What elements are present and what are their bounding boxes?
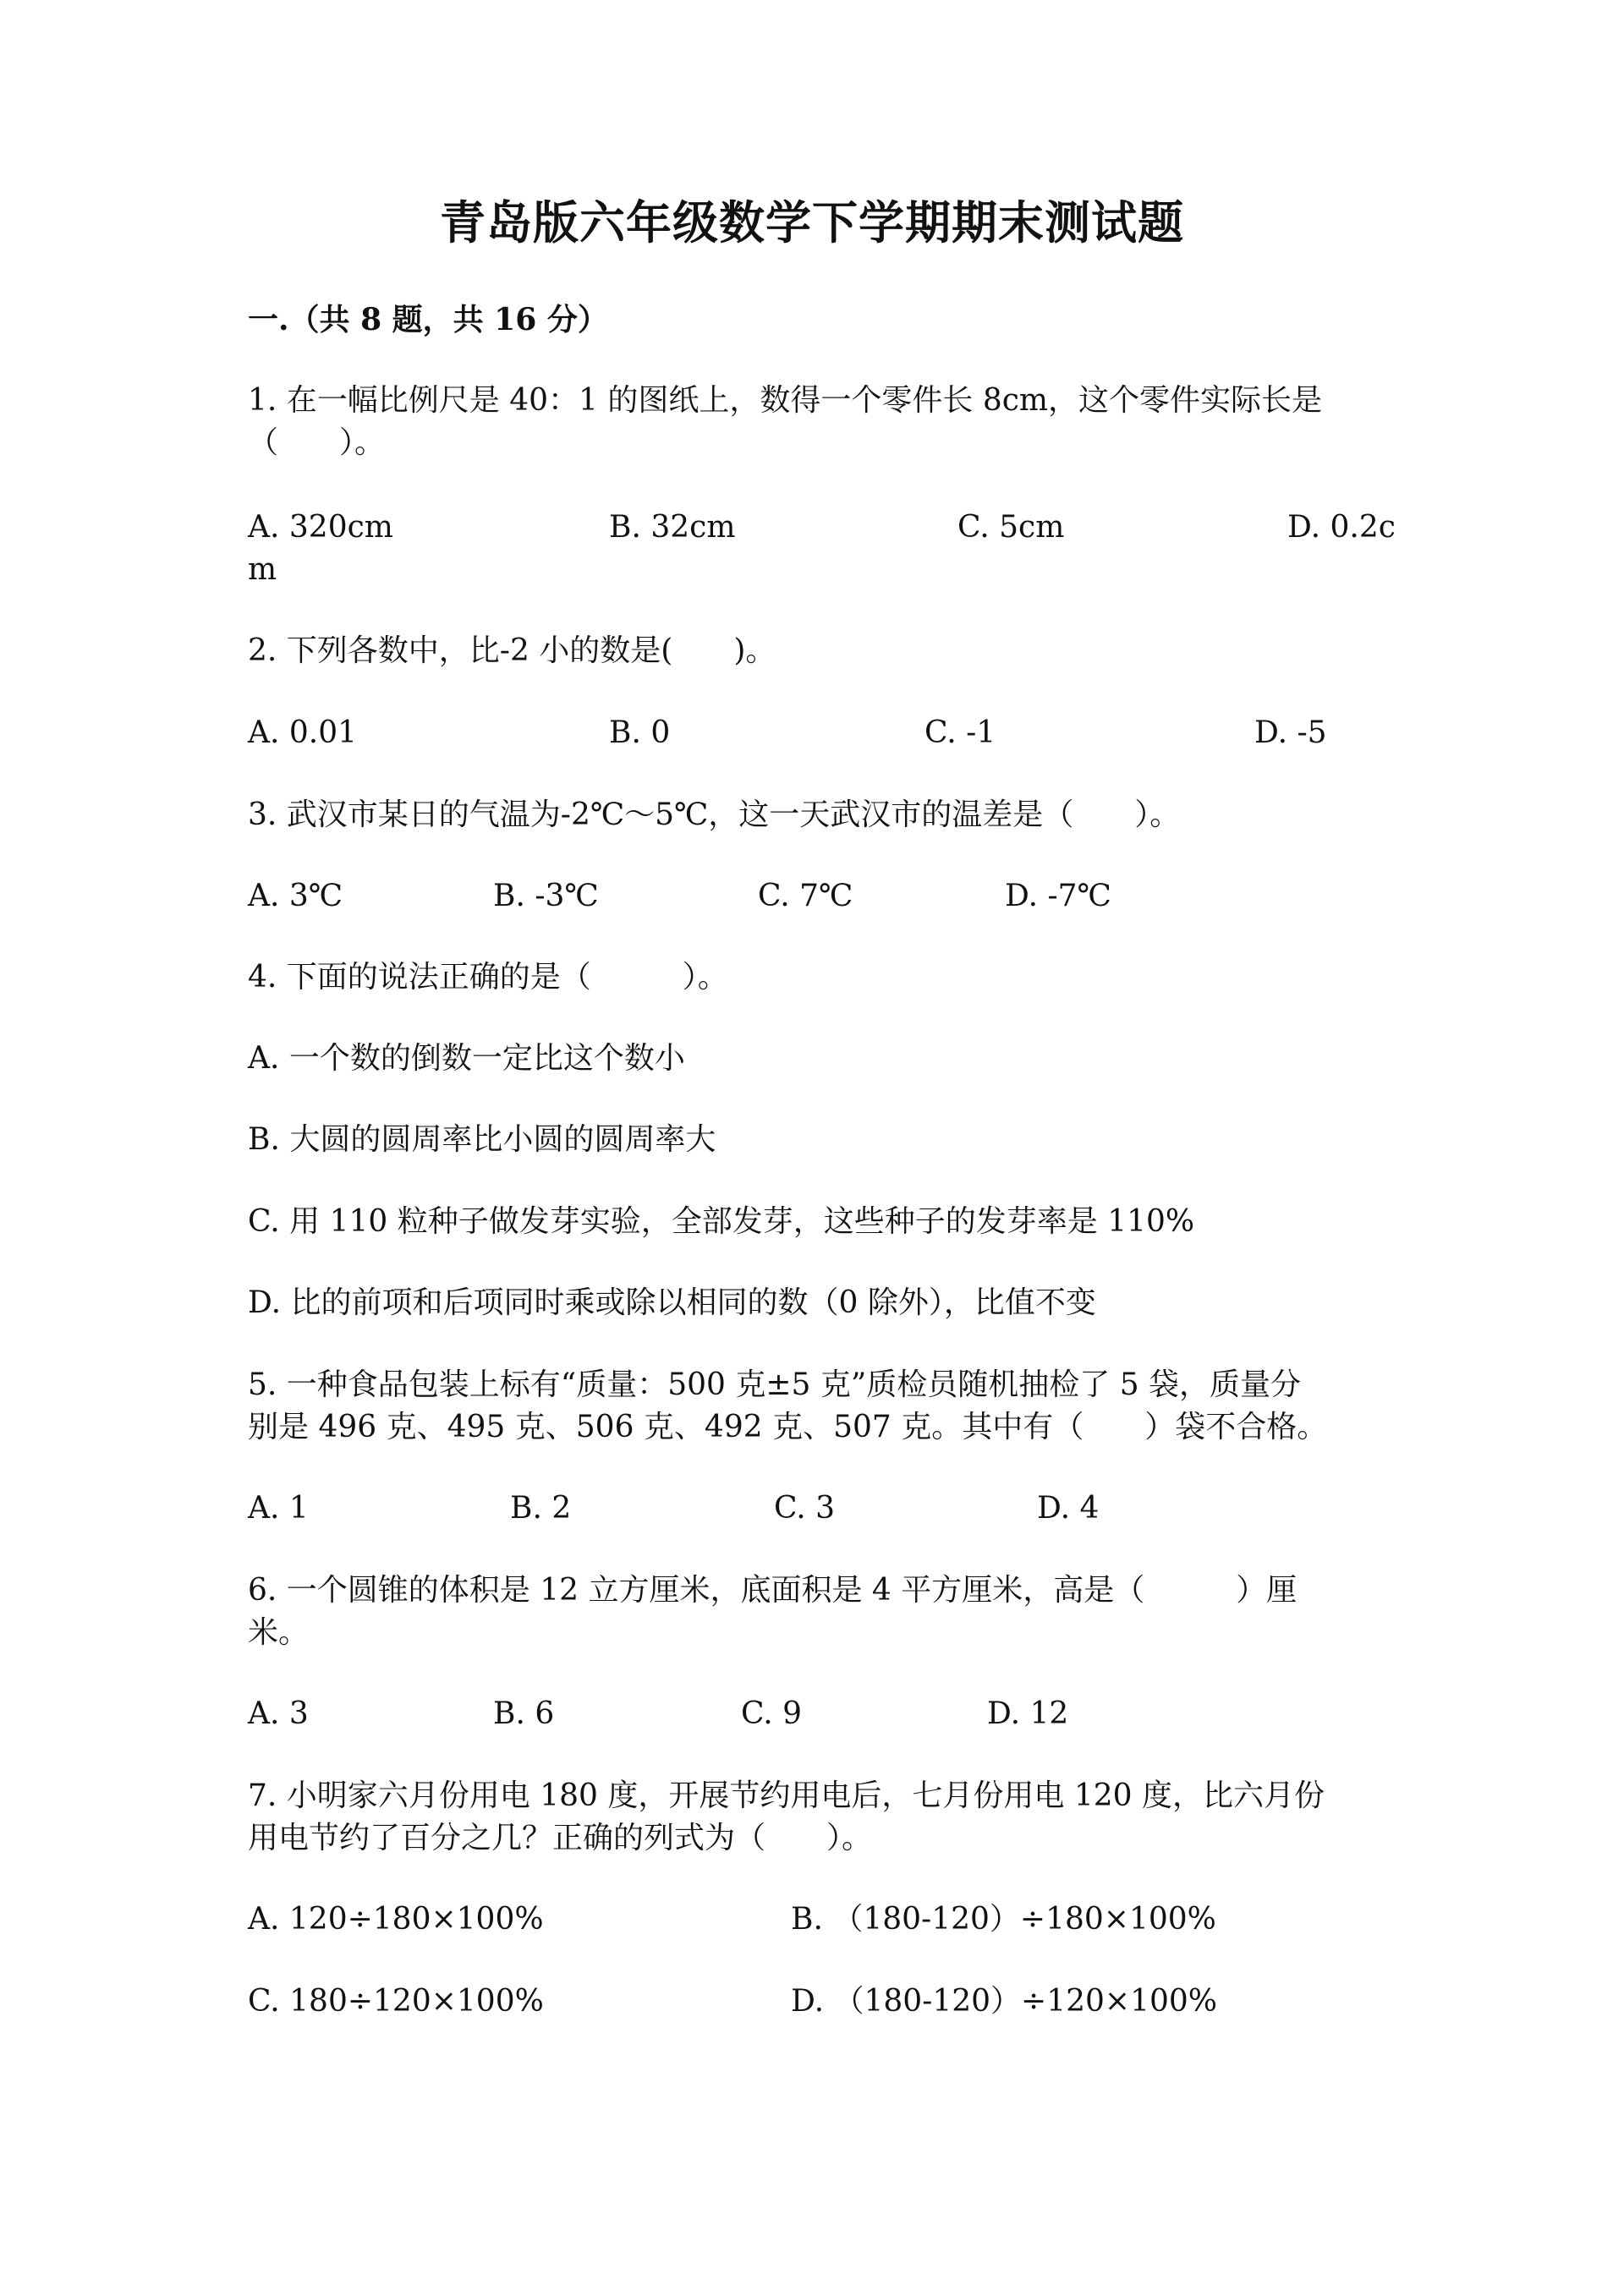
question-1-line-2: （ ）。 xyxy=(248,425,386,460)
question-1-option-d-wrap: m xyxy=(248,552,277,587)
question-6-option-d: D. 12 xyxy=(987,1696,1069,1731)
question-2-option-c: C. -1 xyxy=(924,715,996,750)
question-4-line-1: 4. 下面的说法正确的是（ ）。 xyxy=(248,960,728,995)
page-title: 青岛版六年级数学下学期期末测试题 xyxy=(440,195,1184,249)
question-2-option-a: A. 0.01 xyxy=(248,715,358,750)
question-5-option-d: D. 4 xyxy=(1037,1491,1100,1526)
question-3-option-d: D. -7℃ xyxy=(1005,879,1111,913)
question-5-option-b: B. 2 xyxy=(510,1491,572,1526)
section-heading: 一.（共 8 题，共 16 分） xyxy=(248,302,608,337)
question-7-line-2: 用电节约了百分之几？正确的列式为（ ）。 xyxy=(248,1821,873,1855)
question-5-line-1: 5. 一种食品包装上标有“质量：500 克±5 克”质检员随机抽检了 5 袋，质量分 xyxy=(248,1367,1302,1402)
question-7-option-d: D. （180-120）÷120×100% xyxy=(791,1984,1218,2019)
question-3-option-b: B. -3℃ xyxy=(493,879,599,913)
question-7-option-c: C. 180÷120×100% xyxy=(248,1984,544,2019)
question-5-line-2: 别是 496 克、495 克、506 克、492 克、507 克。其中有（ ）袋不合格。 xyxy=(248,1410,1328,1444)
question-6-line-1: 6. 一个圆锥的体积是 12 立方厘米，底面积是 4 平方厘米，高是（ ）厘 xyxy=(248,1573,1298,1608)
question-7-option-a: A. 120÷180×100% xyxy=(248,1902,544,1937)
question-7-line-1: 7. 小明家六月份用电 180 度，开展节约用电后，七月份用电 120 度，比六月份 xyxy=(248,1778,1325,1813)
question-6-option-c: C. 9 xyxy=(741,1696,803,1731)
question-1-option-b: B. 32cm xyxy=(609,510,736,545)
question-7-option-b: B. （180-120）÷180×100% xyxy=(791,1902,1216,1937)
question-4-option-b: B. 大圆的圆周率比小圆的圆周率大 xyxy=(248,1122,716,1157)
question-3-option-c: C. 7℃ xyxy=(758,879,853,913)
question-1-option-a: A. 320cm xyxy=(248,510,393,545)
question-6-line-2: 米。 xyxy=(248,1615,310,1650)
question-5-option-c: C. 3 xyxy=(774,1491,836,1526)
question-1-line-1: 1. 在一幅比例尺是 40：1 的图纸上，数得一个零件长 8cm，这个零件实际长是 xyxy=(248,383,1323,418)
question-1-option-c: C. 5cm xyxy=(957,510,1065,545)
question-2-option-b: B. 0 xyxy=(609,715,671,750)
question-6-option-a: A. 3 xyxy=(248,1696,309,1731)
question-1-option-d: D. 0.2c xyxy=(1287,510,1396,545)
question-4-option-a: A. 一个数的倒数一定比这个数小 xyxy=(248,1041,685,1076)
question-5-option-a: A. 1 xyxy=(248,1491,309,1526)
question-6-option-b: B. 6 xyxy=(493,1696,555,1731)
question-4-option-d: D. 比的前项和后项同时乘或除以相同的数（0 除外），比值不变 xyxy=(248,1285,1096,1320)
question-2-option-d: D. -5 xyxy=(1254,715,1327,750)
question-3-line-1: 3. 武汉市某日的气温为-2℃～5℃，这一天武汉市的温差是（ ）。 xyxy=(248,797,1181,832)
question-3-option-a: A. 3℃ xyxy=(248,879,343,913)
question-4-option-c: C. 用 110 粒种子做发芽实验，全部发芽，这些种子的发芽率是 110% xyxy=(248,1204,1195,1239)
question-2-line-1: 2. 下列各数中，比-2 小的数是( )。 xyxy=(248,633,776,668)
